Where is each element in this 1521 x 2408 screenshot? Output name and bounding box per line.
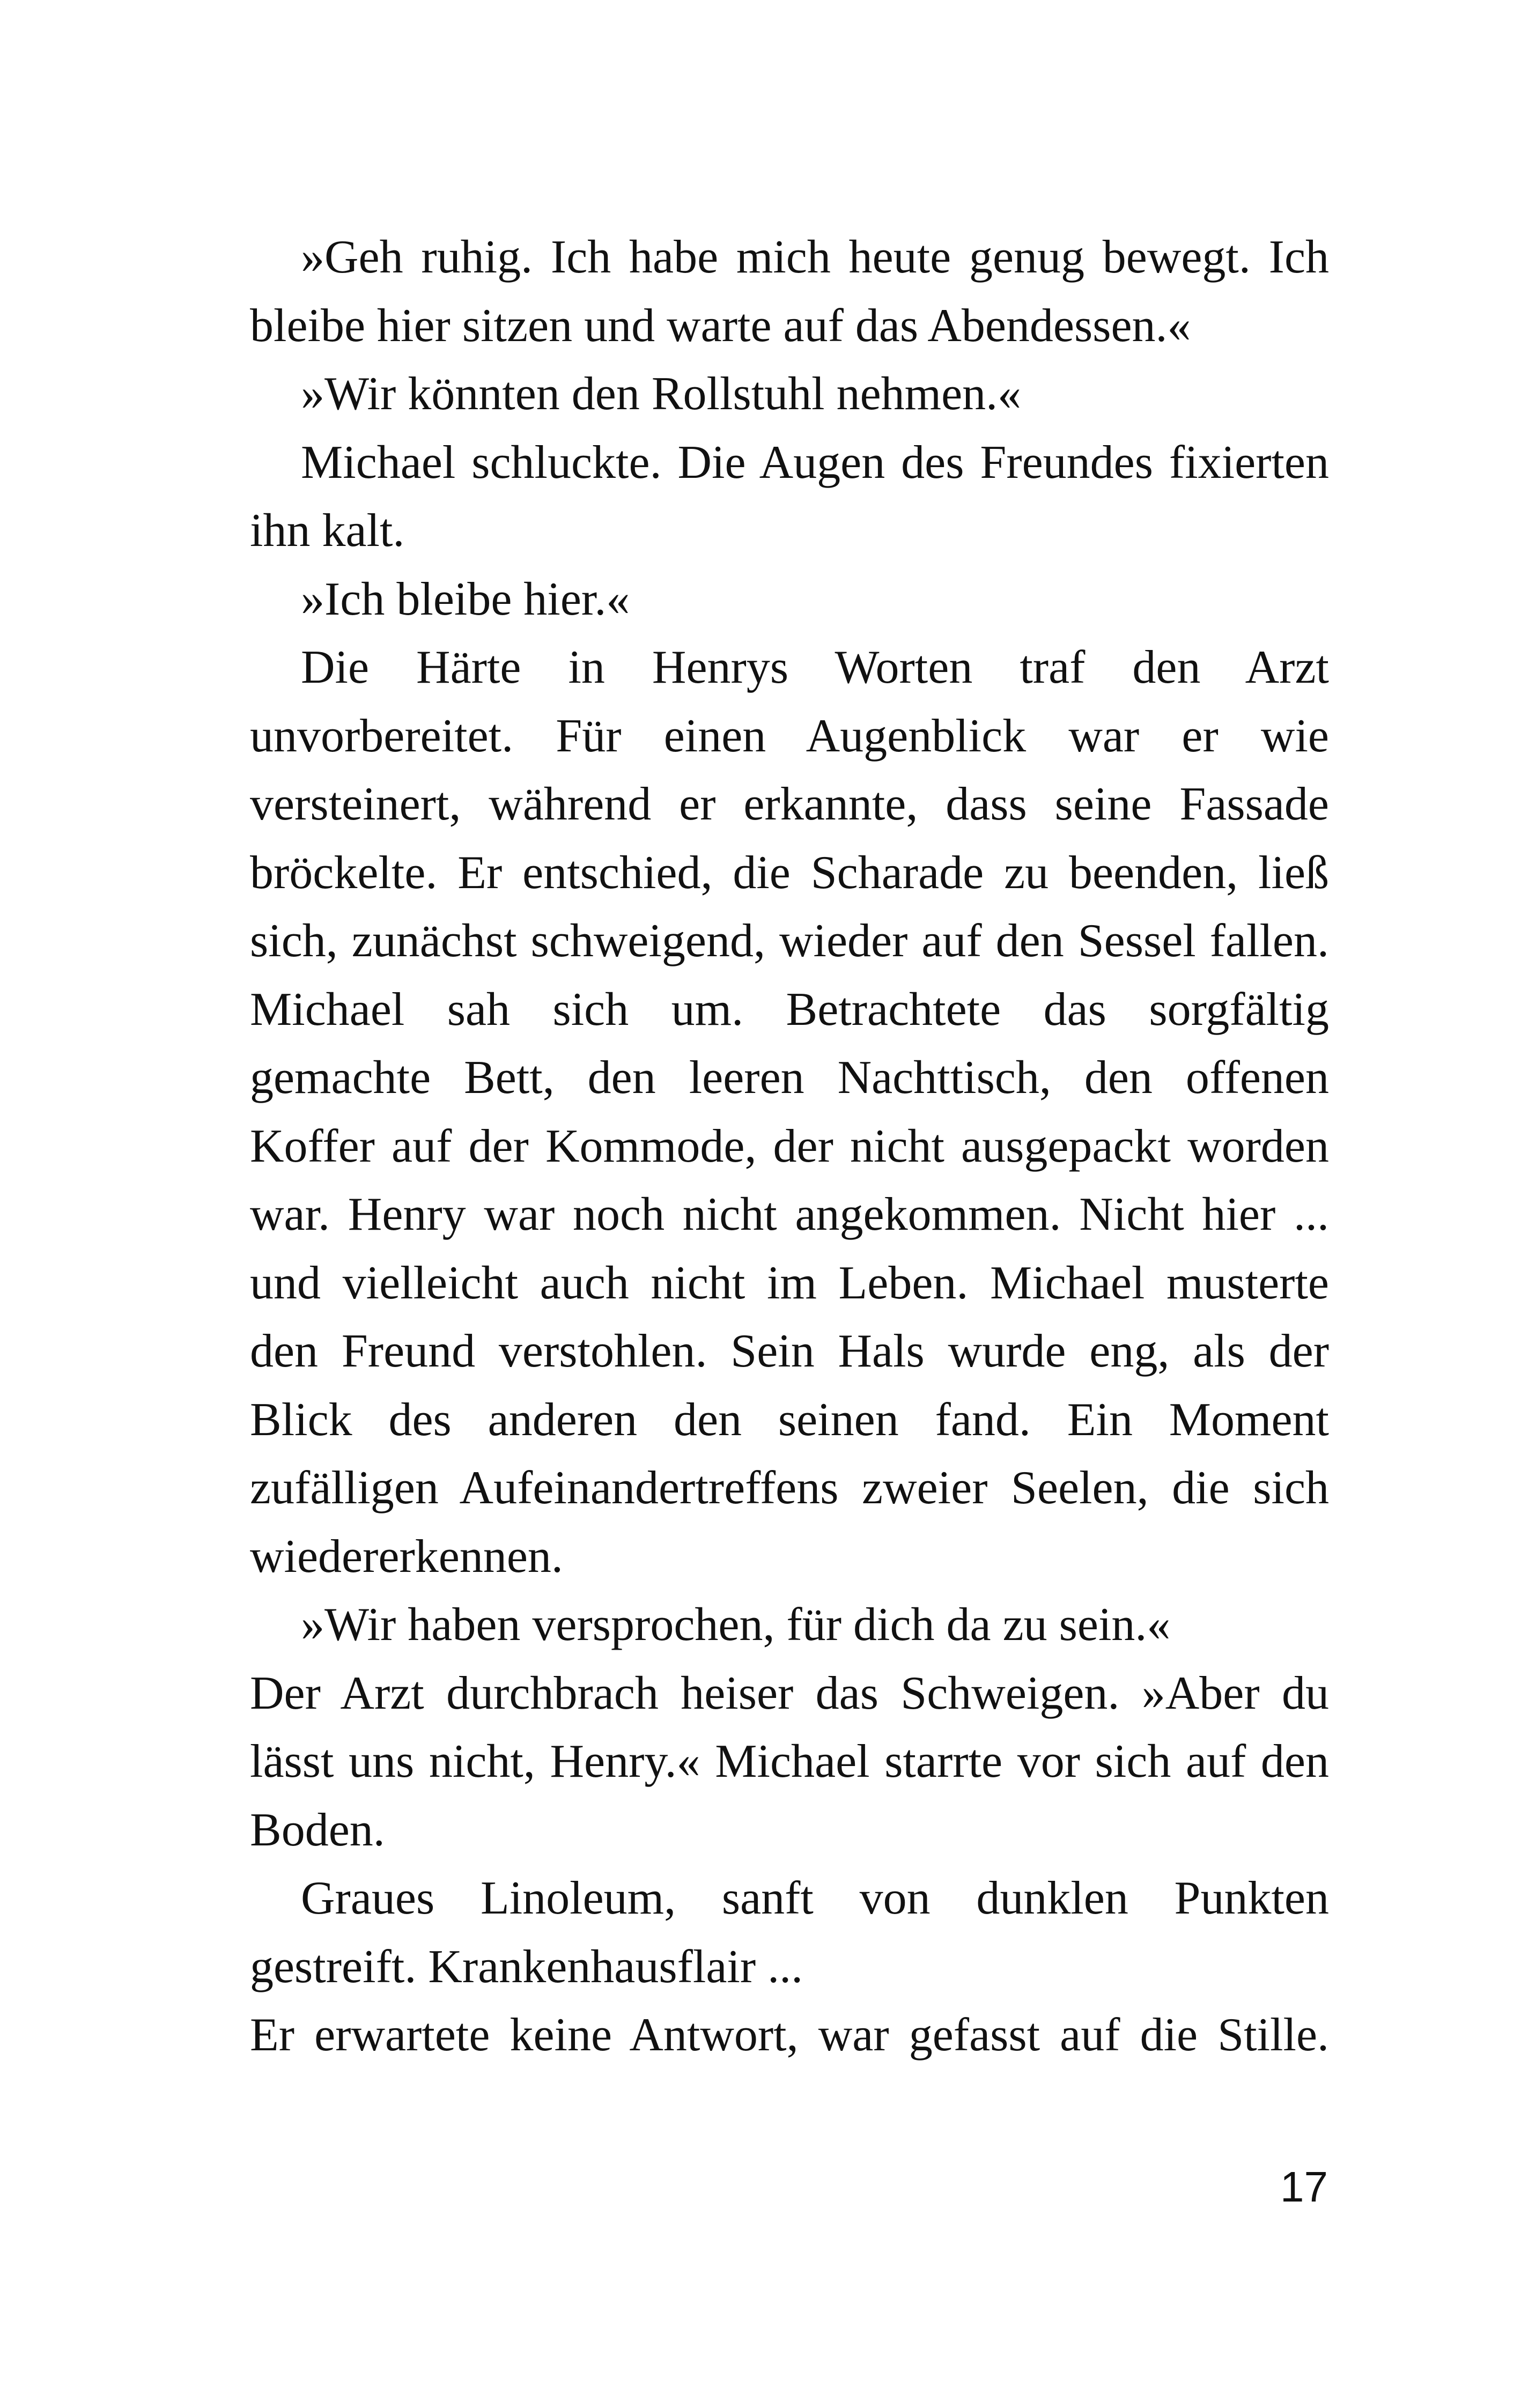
paragraph-8: Graues Linoleum, sanft von dunklen Punkten gestreift. Krankenhausflair ... bbox=[250, 1872, 1329, 1993]
paragraph-2: »Wir könnten den Rollstuhl nehmen.« bbox=[301, 368, 1022, 420]
paragraph-3: Michael schluckte. Die Augen des Freundes fixierten ihn kalt. bbox=[250, 436, 1329, 557]
paragraph-7: Der Arzt durchbrach heiser das Schweigen. »Aber du lässt uns nicht, Henry.« Michael starrte vor sich auf den Boden. bbox=[250, 1667, 1329, 1856]
paragraph-5: Die Härte in Henrys Worten traf den Arzt unvorbereitet. Für einen Augenblick war er wie versteinert, während er erkannte, dass seine Fassade bröckelte. Er entschied, die Scharade zu beenden, ließ sich, zunächst schweigend, wieder auf den Sessel fallen. Michael sah sich um. Betrachtete das sorgfältig gemachte Bett, den leeren Nachttisch, den offenen Koffer auf der Kommode, der nicht ausgepackt worden war. Henry war noch nicht angekommen. Nicht hier ... und vielleicht auch nicht im Leben. Michael musterte den Freund verstohlen. Sein Hals wurde eng, als der Blick des anderen den seinen fand. Ein Moment zufälligen Aufeinandertreffens zweier Seelen, die sich wiedererkennen. bbox=[250, 641, 1329, 1583]
body-text bbox=[250, 223, 1329, 2070]
paragraph-4: »Ich bleibe hier.« bbox=[301, 573, 630, 625]
page-number: 17 bbox=[1280, 2163, 1328, 2211]
paragraph-6: »Wir haben versprochen, für dich da zu sein.« bbox=[301, 1599, 1171, 1651]
paragraph-9: Er erwartete keine Antwort, war gefasst auf die Stille. bbox=[250, 2009, 1329, 2061]
paragraph-1: »Geh ruhig. Ich habe mich heute genug bewegt. Ich bleibe hier sitzen und warte auf das Abendessen.« bbox=[250, 231, 1329, 352]
